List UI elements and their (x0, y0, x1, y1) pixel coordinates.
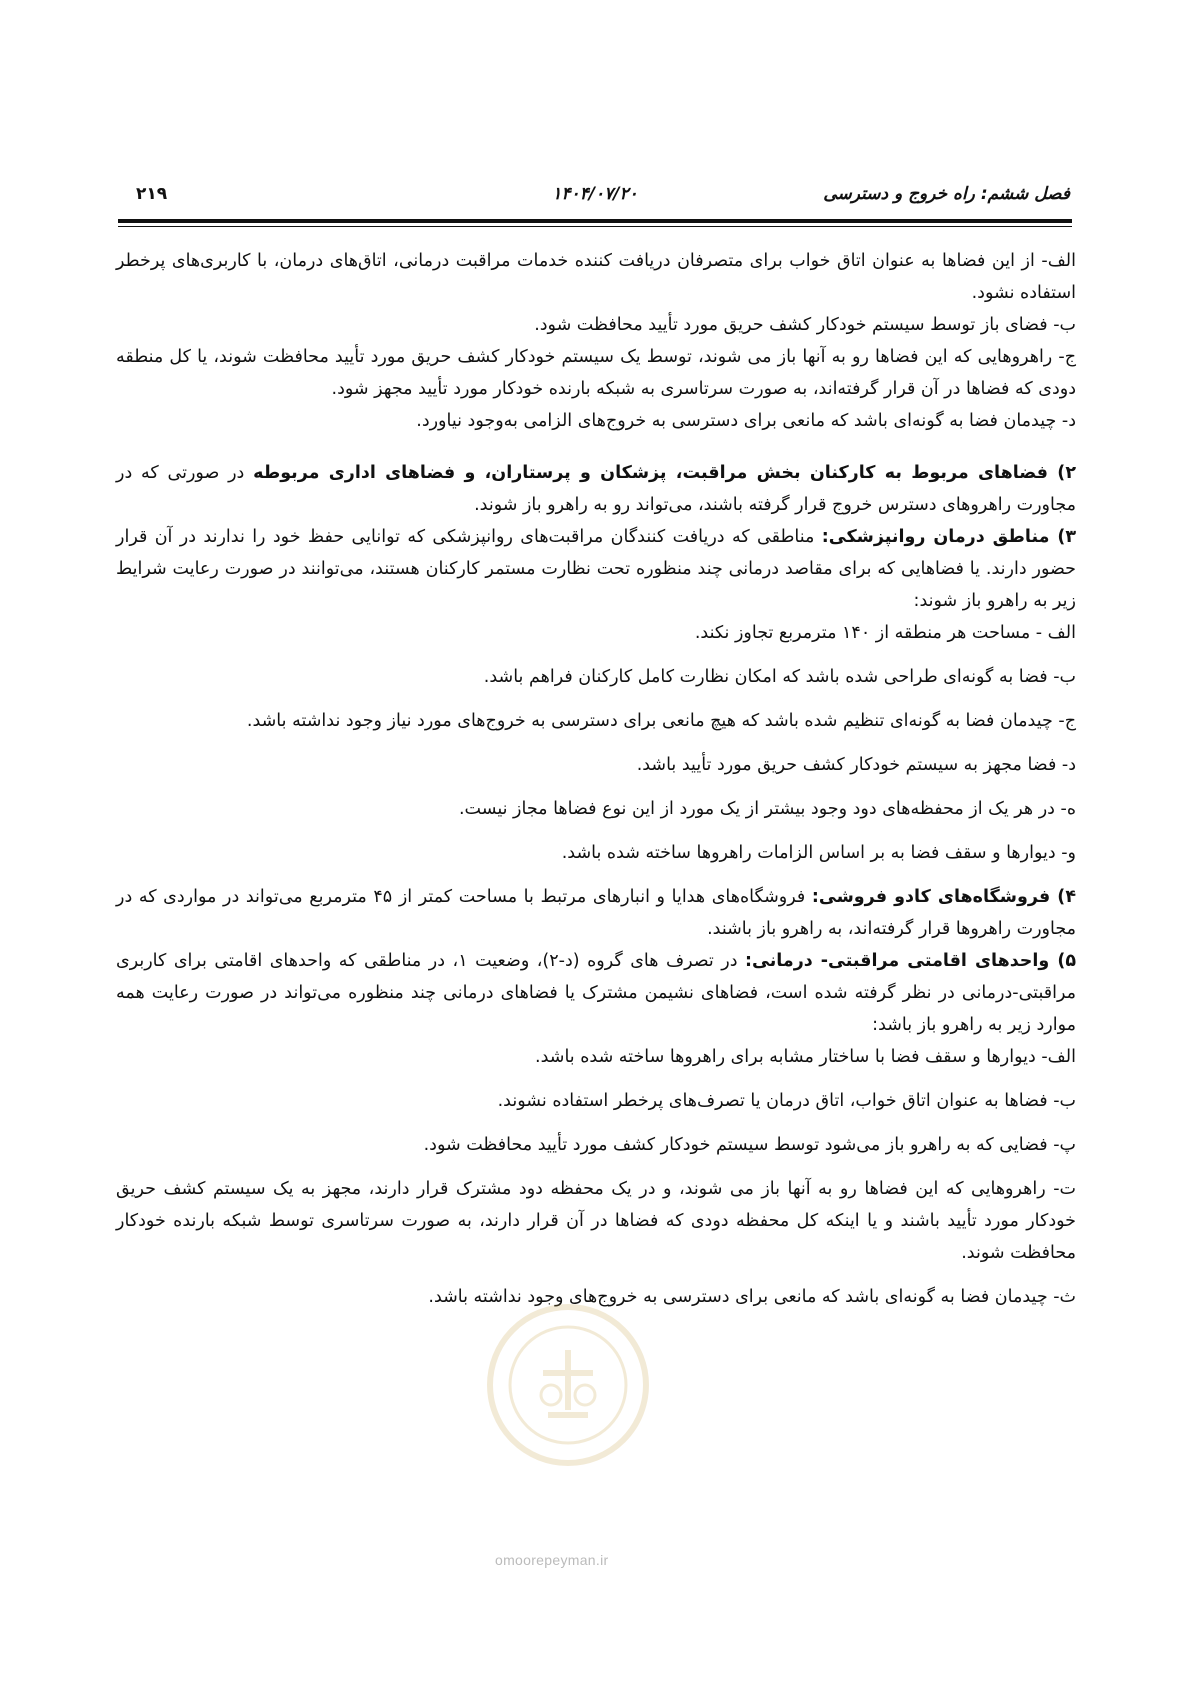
paragraph-3b: ب- فضا به گونه‌ای طراحی شده باشد که امکان نظارت کامل کارکنان فراهم باشد. (483, 667, 1076, 687)
watermark-url: omoorepeyman.ir (495, 1552, 609, 1568)
watermark-seal-icon (483, 1300, 653, 1470)
paragraph-5e: ث- چیدمان فضا به گونه‌ای باشد که مانعی برای دسترسی به خروج‌های وجود نداشته باشد. (428, 1287, 1076, 1307)
paragraph-2-heading: ۲) فضاهای مربوط به کارکنان بخش مراقبت، پزشکان و پرستاران، و فضاهای اداری مربوطه (253, 463, 1076, 483)
paragraph-3f: و- دیوارها و سقف فضا به بر اساس الزامات راهروها ساخته شده باشد. (561, 843, 1076, 863)
paragraph-5a: الف- دیوارها و سقف فضا با ساختار مشابه برای راهروها ساخته شده باشد. (535, 1047, 1076, 1067)
paragraph-4: ۴) فروشگاه‌های کادو فروشی: فروشگاه‌های هدایا و انبارهای مرتبط با مساحت کمتر از ۴۵ مترمربع می‌تواند در مواردی که در مجاورت راهروها قرار گرفته‌اند، به راهرو باز باشند. (116, 887, 1076, 939)
paragraph-5c: پ- فضایی که به راهرو باز می‌شود توسط سیستم خودکار کشف مورد تأیید محافظت شود. (423, 1135, 1076, 1155)
header-rule-thick (118, 219, 1072, 223)
page-header (120, 184, 1070, 214)
paragraph-3-heading: ۳) مناطق درمان روانپزشکی: (821, 527, 1077, 547)
paragraph-1d: د- چیدمان فضا به گونه‌ای باشد که مانعی برای دسترسی به خروج‌های الزامی به‌وجود نیاورد. (416, 411, 1076, 431)
body-text (116, 245, 1076, 1313)
paragraph-5: ۵) واحدهای اقامتی مراقبتی- درمانی: در تصرف های گروه (د-۲)، وضعیت ۱، در مناطقی که واحدهای اقامتی برای کاربری مراقبتی-درمانی در نظر گرفته شده است، فضاهای نشیمن مشترک یا فضاهای درمانی چند منظوره می‌تواند در صورت رعایت همه موارد زیر به راهرو باز باشد: (116, 951, 1076, 1035)
paragraph-4-heading: ۴) فروشگاه‌های کادو فروشی: (811, 887, 1076, 907)
paragraph-3d: د- فضا مجهز به سیستم خودکار کشف حریق مورد تأیید باشد. (636, 755, 1076, 775)
paragraph-5d: ت- راهروهایی که این فضاها رو به آنها باز می شوند، و در یک محفظه دود مشترک قرار دارند، مجهز به یک سیستم کشف حریق خودکار مورد تأیید باشند و یا اینکه کل محفظه دودی که فضاها در آن قرار دارند، به صورت سرتاسری توسط شبکه بارنده خودکار محافظت شوند. (116, 1179, 1076, 1263)
paragraph-1c: ج- راهروهایی که این فضاها رو به آنها باز می شوند، توسط یک سیستم خودکار کشف حریق مورد تأیید محافظت شوند، یا کل منطقه دودی که فضاها در آن قرار گرفته‌اند، به صورت سرتاسری به شبکه بارنده خودکار مورد تأیید مجهز شود. (116, 347, 1076, 399)
header-rule-thin (118, 226, 1072, 227)
paragraph-3: ۳) مناطق درمان روانپزشکی: مناطقی که دریافت کنندگان مراقبت‌های روانپزشکی که توانایی حفظ خود را ندارند در آن قرار حضور دارند. یا فضاهایی که برای مقاصد درمانی چند منظوره تحت نظارت مستمر کارکنان هستند، می‌توانند در صورت رعایت شرایط زیر به راهرو باز شوند: (116, 527, 1077, 611)
paragraph-1a: الف- از این فضاها به عنوان اتاق خواب برای متصرفان دریافت کننده خدمات مراقبت درمانی، اتاق‌های درمان، با کاربری‌های پرخطر استفاده نشود. (116, 251, 1076, 303)
paragraph-3e: ه- در هر یک از محفظه‌های دود وجود بیشتر از یک مورد از این نوع فضاها مجاز نیست. (458, 799, 1076, 819)
paragraph-5b: ب- فضاها به عنوان اتاق خواب، اتاق درمان یا تصرف‌های پرخطر استفاده نشوند. (497, 1091, 1076, 1111)
paragraph-3c: ج- چیدمان فضا به گونه‌ای تنظیم شده باشد که هیچ مانعی برای دسترسی به خروج‌های مورد نیاز وجود نداشته باشد. (246, 711, 1076, 731)
chapter-title: فصل ششم: راه خروج و دسترسی (823, 184, 1070, 204)
paragraph-1b: ب- فضای باز توسط سیستم خودکار کشف حریق مورد تأیید محافظت شود. (534, 315, 1076, 335)
paragraph-3a: الف - مساحت هر منطقه از ۱۴۰ مترمربع تجاوز نکند. (694, 623, 1076, 643)
paragraph-2: ۲) فضاهای مربوط به کارکنان بخش مراقبت، پزشکان و پرستاران، و فضاهای اداری مربوطه در صورتی که در مجاورت راهروهای دسترس خروج قرار گرفته باشند، می‌تواند رو به راهرو باز شوند. (116, 463, 1076, 515)
page-number: ۲۱۹ (136, 184, 168, 204)
paragraph-5-heading: ۵) واحدهای اقامتی مراقبتی- درمانی: (745, 951, 1076, 971)
header-date: ۱۴۰۴/۰۷/۲۰ (552, 184, 638, 204)
